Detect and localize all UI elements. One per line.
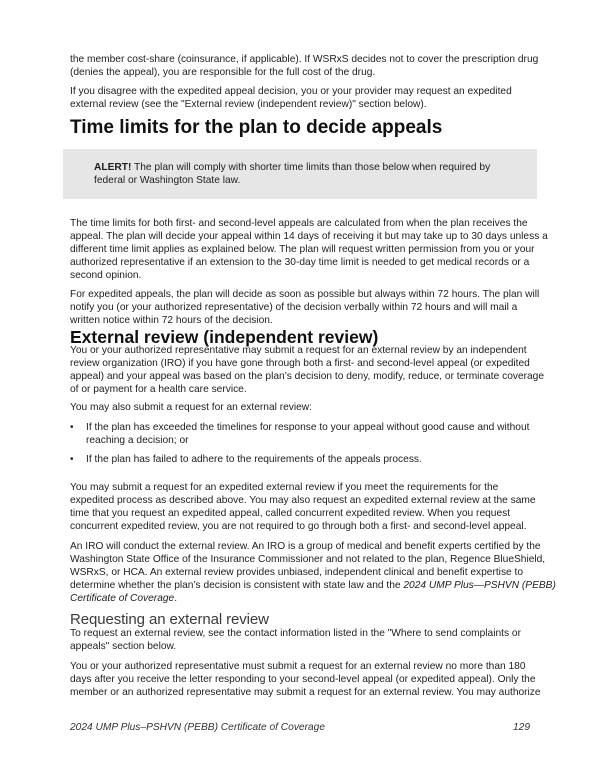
text-line: If the plan has exceeded the timelines for response to your appeal without good cause and without bbox=[86, 422, 530, 433]
text-line: written notice within 72 hours of the decision. bbox=[70, 315, 273, 326]
document-title-italic: Certificate of Coverage bbox=[70, 593, 175, 604]
text-line: An IRO will conduct the external review. An IRO is a group of medical and benefit experts certified by the bbox=[70, 541, 541, 552]
bullet-icon: • bbox=[70, 422, 74, 433]
document-title-italic: 2024 UMP Plus—PSHVN (PEBB) bbox=[403, 580, 556, 591]
bullet-item bbox=[70, 421, 556, 447]
text-segment: The plan will comply with shorter time limits than those below when required by bbox=[131, 162, 491, 173]
text-line: External review (independent review) bbox=[70, 327, 379, 347]
text-line: Time limits for the plan to decide appeals bbox=[70, 117, 443, 138]
text-line: review organization (IRO) if you have gone through both a first- and second-level appeal (or expedited bbox=[70, 358, 530, 369]
text-segment: . bbox=[174, 593, 178, 604]
alert-label: ALERT! bbox=[94, 162, 132, 173]
text-line: different time limit applies as explained below. The plan will request written permission from you or your bbox=[70, 244, 535, 255]
text-line: Washington State Office of the Insurance Commissioner and not related to the plan, Regence BlueShield, bbox=[70, 554, 546, 565]
text-line: Requesting an external review bbox=[70, 611, 269, 628]
paragraph bbox=[70, 217, 548, 282]
section-heading bbox=[70, 117, 540, 139]
paragraph bbox=[70, 344, 545, 396]
text-line: WSRxS, or HCA. An external review provides unbiased, independent clinical and benefit expertise to bbox=[70, 567, 524, 578]
paragraph bbox=[70, 540, 556, 605]
paragraph bbox=[70, 85, 540, 111]
text-line bbox=[70, 592, 540, 605]
text-line: To request an external review, see the contact information listed in the "Where to send complaints or bbox=[70, 628, 521, 639]
text-line: the member cost-share (coinsurance, if applicable). If WSRxS decides not to cover the prescription drug bbox=[70, 54, 539, 65]
text-line: of or payment for a health care service. bbox=[70, 384, 247, 395]
text-line bbox=[70, 579, 556, 592]
footer-title: 2024 UMP Plus–PSHVN (PEBB) Certificate of Coverage bbox=[70, 722, 325, 733]
text-line: appeal. The plan will decide your appeal within 14 days of receiving it but may take up to 30 days unless a bbox=[70, 231, 548, 242]
text-line: notify you (or your authorized representative) of the decision verbally within 72 hours and will mail a bbox=[70, 302, 518, 313]
text-line: concurrent expedited review, you are not required to go through both a first- and second-level appeal. bbox=[70, 521, 527, 532]
text-line: appeal) and your appeal was based on the plan’s decision to deny, modify, reduce, or terminate coverage bbox=[70, 371, 545, 382]
text-line: second opinion. bbox=[70, 270, 142, 281]
text-line: The time limits for both first- and second-level appeals are calculated from when the plan receives the bbox=[70, 218, 528, 229]
text-line: For expedited appeals, the plan will decide as soon as possible but always within 72 hours. The plan will bbox=[70, 289, 540, 300]
text-line: You may also submit a request for an external review: bbox=[70, 402, 312, 413]
paragraph bbox=[70, 53, 540, 79]
paragraph bbox=[70, 401, 540, 414]
text-line: federal or Washington State law. bbox=[94, 175, 241, 186]
text-line: If you disagree with the expedited appeal decision, you or your provider may request an expedited bbox=[70, 86, 512, 97]
page-number: 129 bbox=[513, 722, 530, 733]
text-line bbox=[94, 161, 564, 174]
page-footer bbox=[70, 722, 530, 733]
text-line: external review (see the "External review (independent review)" section below). bbox=[70, 99, 427, 110]
text-line: You or your authorized representative must submit a request for an external review no more than 180 bbox=[70, 661, 526, 672]
text-line: You or your authorized representative may submit a request for an external review by an independent bbox=[70, 345, 527, 356]
text-line: appeals" section below. bbox=[70, 641, 177, 652]
text-line: (denies the appeal), you are responsible for the full cost of the drug. bbox=[70, 67, 376, 78]
paragraph bbox=[70, 481, 540, 533]
paragraph bbox=[70, 627, 540, 653]
alert-text bbox=[94, 161, 564, 187]
bullet-icon: • bbox=[70, 454, 74, 465]
text-line: authorized representative if an extension to the 30-day time limit is needed to get medical records or a bbox=[70, 257, 530, 268]
paragraph bbox=[70, 288, 540, 327]
text-line: time that you request an expedited appeal, called concurrent expedited review. When you request bbox=[70, 508, 511, 519]
text-line: days after you receive the letter responding to your second-level appeal (or expedited appeal). Only the bbox=[70, 674, 536, 685]
text-line: expedited process as described above. You may also request an expedited external review at the same bbox=[70, 495, 536, 506]
text-line: You may submit a request for an expedited external review if you meet the requirements for the bbox=[70, 482, 499, 493]
paragraph bbox=[70, 660, 540, 699]
bullet-item bbox=[70, 453, 556, 466]
text-line: reaching a decision; or bbox=[86, 435, 189, 446]
text-line: If the plan has failed to adhere to the requirements of the appeals process. bbox=[86, 454, 422, 465]
text-segment: determine whether the plan’s decision is consistent with state law and the bbox=[70, 580, 404, 591]
text-line: member or an authorized representative may submit a request for an external review. You may authorize bbox=[70, 687, 541, 698]
